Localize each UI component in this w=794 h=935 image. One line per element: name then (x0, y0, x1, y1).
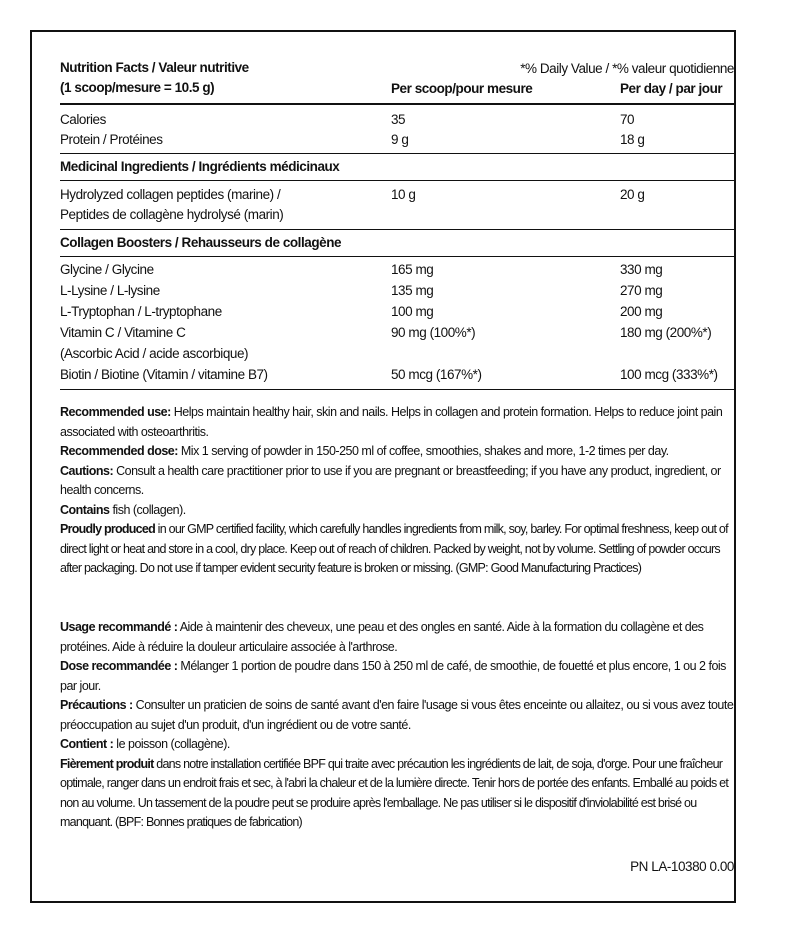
booster-row-name: Biotin / Biotine (Vitamin / vitamine B7) (60, 367, 268, 382)
booster-row-per-day: 200 mg (620, 304, 663, 319)
divider (60, 229, 734, 230)
row-calories-name: Calories (60, 112, 106, 127)
nutrition-facts-title: Nutrition Facts / Valeur nutritive (60, 60, 249, 75)
booster-row-per-day: 100 mcg (333%*) (620, 367, 718, 382)
recommended-dose: Recommended dose: Mix 1 serving of powder in 150-250 ml of coffee, smoothies, shakes and more, 1-2 times per day. (60, 444, 669, 458)
medicinal-name-line1: Hydrolyzed collagen peptides (marine) / (60, 187, 281, 202)
booster-row-name: (Ascorbic Acid / acide ascorbique) (60, 346, 249, 361)
fierement-produit: Fièrement produit dans notre installation certifiée BPF qui traite avec précaution les ingrédients de lait, de soja, d'orge. Pour une fraîcheur optimale, ranger dans un endroit frais et sec, à l'abri la chaleur et de la lumière directe. Tenir hors de portée des enfants. Emballé au poids et non au volume. Un tassement de la poudre peut se produire après l'emballage. Ne pas utiliser si le dispositif d'inviolabilité est brisé ou manquant. (BPF: Bonnes pratiques de fabrication) (60, 756, 729, 829)
header-divider (60, 103, 734, 105)
booster-row-per-scoop: 50 mcg (167%*) (391, 367, 482, 382)
booster-row-name: Glycine / Glycine (60, 262, 154, 277)
row-calories-per-scoop: 35 (391, 112, 406, 127)
proudly-produced: Proudly produced in our GMP certified facility, which carefully handles ingredients from milk, soy, barley. For optimal freshness, keep out of direct light or heat and store in a cool, dry place. Keep out of reach of children. Packed by weight, not by volume. Settling of powder occurs after packaging. Do not use if tamper evident security feature is broken or missing. (GMP: Good Manufacturing Practices) (60, 522, 728, 575)
column-header-per-day: Per day / par jour (620, 81, 723, 96)
boosters-heading: Collagen Boosters / Rehausseurs de collagène (60, 235, 342, 250)
column-header-per-scoop: Per scoop/pour mesure (391, 81, 533, 96)
table-bottom-divider (60, 389, 734, 390)
divider (60, 256, 734, 257)
booster-row-per-scoop: 100 mg (391, 304, 434, 319)
french-directions (60, 618, 736, 833)
booster-row-per-scoop: 135 mg (391, 283, 434, 298)
dose-recommandee: Dose recommandée : Mélanger 1 portion de poudre dans 150 à 250 ml de café, de smoothie, de fouetté et plus encore, 1 ou 2 fois par jour. (60, 659, 726, 693)
cautions: Cautions: Consult a health care practitioner prior to use if you are pregnant or breastfeeding; if you have any product, ingredient, or health concerns. (60, 463, 721, 497)
booster-row-name: Vitamin C / Vitamine C (60, 325, 186, 340)
precautions: Précautions : Consulter un praticien de soins de santé avant d'en faire l'usage si vous êtes enceinte ou allaitez, ou si vous avez toute préoccupation au sujet d'un produit, d'un ingrédient ou de votre santé. (60, 698, 734, 732)
booster-row-per-day: 180 mg (200%*) (620, 325, 712, 340)
row-protein-per-day: 18 g (620, 132, 645, 147)
booster-row-name: L-Lysine / L-lysine (60, 283, 160, 298)
booster-row-name: L-Tryptophan / L-tryptophane (60, 304, 222, 319)
part-number: PN LA-10380 0.00 (630, 859, 734, 874)
row-protein-per-scoop: 9 g (391, 132, 409, 147)
recommended-use: Recommended use: Helps maintain healthy hair, skin and nails. Helps in collagen and protein formation. Helps to reduce joint pain associated with osteoarthritis. (60, 405, 723, 439)
row-calories-per-day: 70 (620, 112, 635, 127)
contains: Contains fish (collagen). (60, 502, 186, 517)
divider (60, 180, 734, 181)
medicinal-heading: Medicinal Ingredients / Ingrédients médicinaux (60, 159, 340, 174)
booster-row-per-scoop: 90 mg (100%*) (391, 325, 476, 340)
medicinal-per-scoop: 10 g (391, 187, 416, 202)
english-directions (60, 403, 736, 579)
contient: Contient : le poisson (collagène). (60, 737, 230, 751)
booster-row-per-day: 270 mg (620, 283, 663, 298)
booster-row-per-scoop: 165 mg (391, 262, 434, 277)
divider (60, 153, 734, 154)
daily-value-note: *% Daily Value / *% valeur quotidienne (520, 61, 734, 76)
serving-size: (1 scoop/mesure = 10.5 g) (60, 80, 215, 95)
usage-recommande: Usage recommandé : Aide à maintenir des cheveux, une peau et des ongles en santé. Aide à la formation du collagène et des protéines. Aide à réduire la douleur articulaire associée à l'arthrose. (60, 620, 704, 654)
medicinal-name-line2: Peptides de collagène hydrolysé (marin) (60, 207, 284, 222)
booster-row-per-day: 330 mg (620, 262, 663, 277)
medicinal-per-day: 20 g (620, 187, 645, 202)
row-protein-name: Protein / Protéines (60, 132, 163, 147)
